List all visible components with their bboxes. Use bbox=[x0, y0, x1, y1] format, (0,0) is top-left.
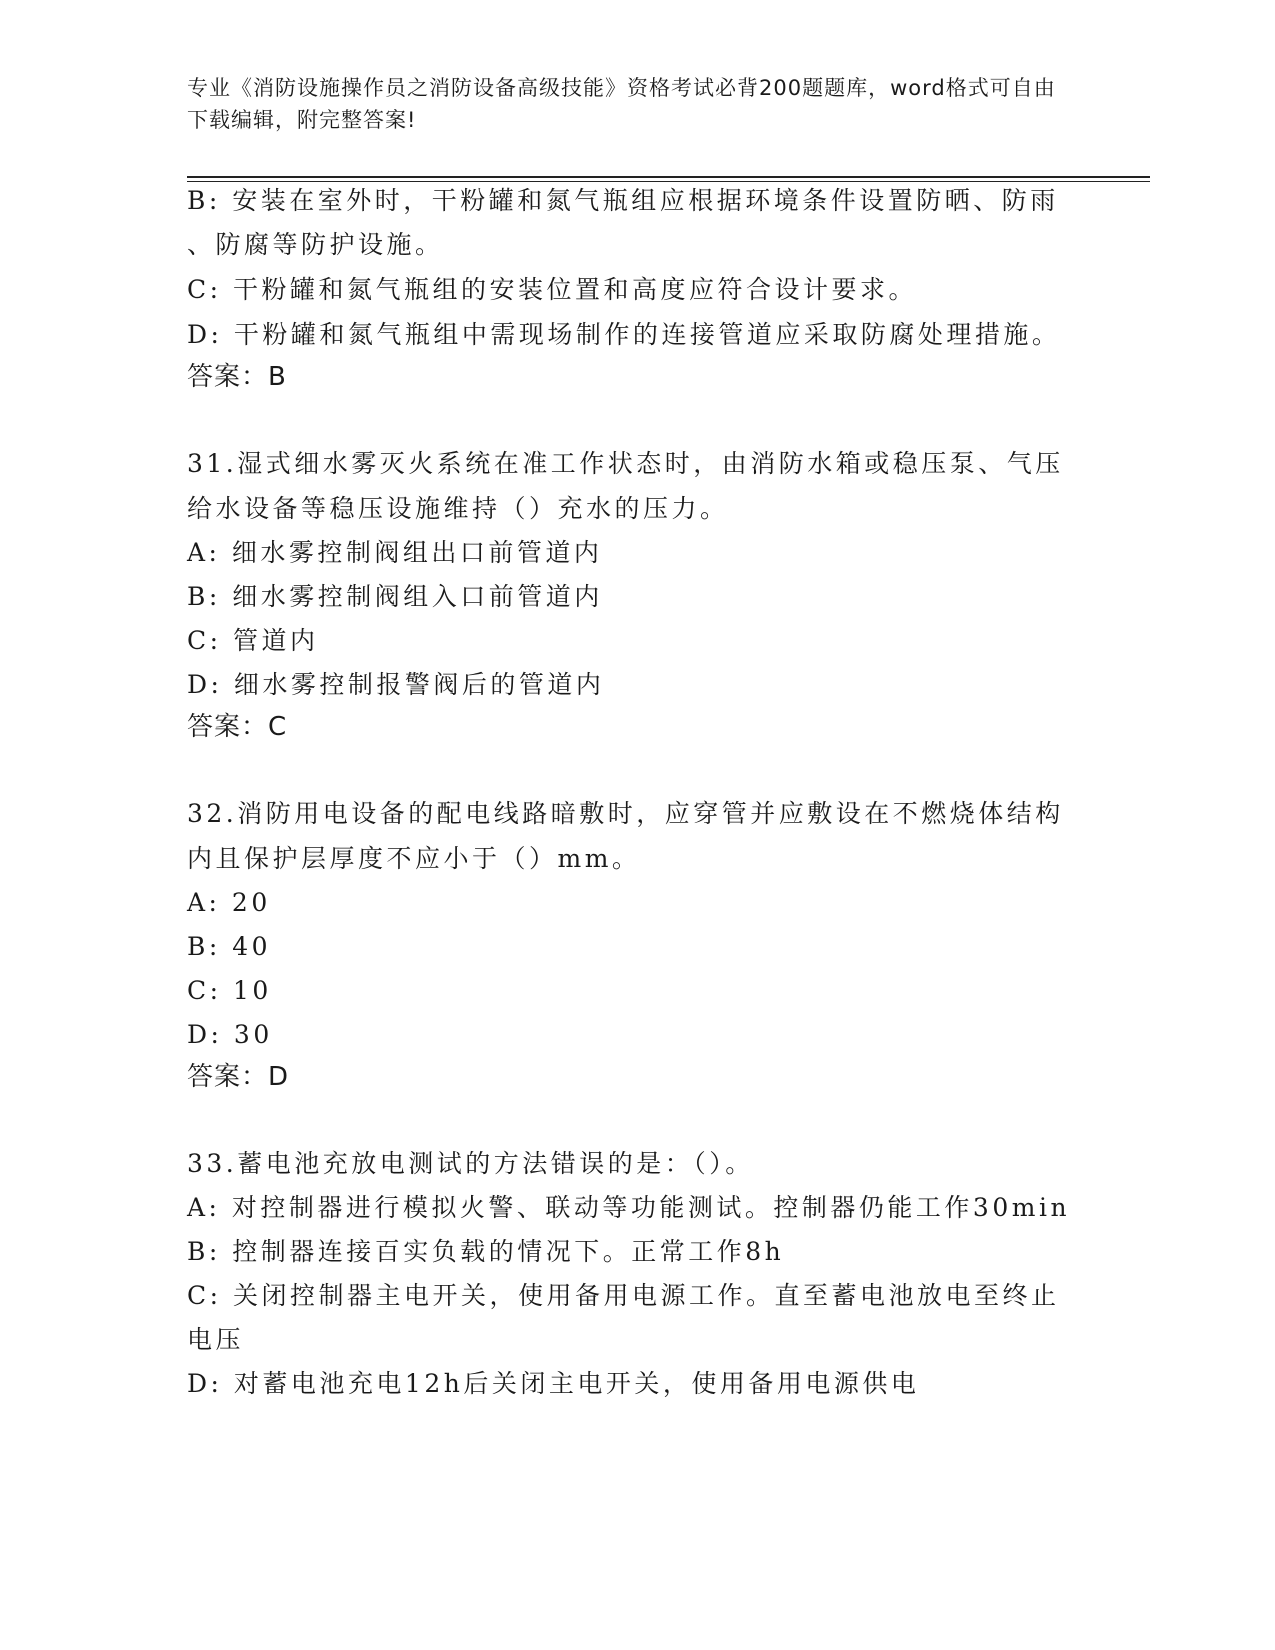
q31-answer: 答案：C bbox=[187, 712, 288, 742]
q31-stem-line2: 给水设备等稳压设施维持（）充水的压力。 bbox=[187, 494, 729, 523]
q31-option-a: A: 细水雾控制阀组出口前管道内 bbox=[187, 538, 603, 567]
q31-option-b: B: 细水雾控制阀组入口前管道内 bbox=[187, 582, 603, 611]
q32-stem-line1: 32.消防用电设备的配电线路暗敷时，应穿管并应敷设在不燃烧体结构 bbox=[187, 799, 1064, 828]
q32-option-c: C: 10 bbox=[187, 976, 272, 1005]
document-header: 专业《消防设施操作员之消防设备高级技能》资格考试必背200题题库，word格式可自由下载编辑，附完整答案! bbox=[187, 76, 1056, 132]
q32-option-b: B: 40 bbox=[187, 932, 272, 961]
q30-option-b-line2: 、防腐等防护设施。 bbox=[187, 230, 444, 259]
q32-option-a: A: 20 bbox=[187, 888, 271, 917]
q30-option-d: D: 干粉罐和氮气瓶组中需现场制作的连接管道应采取防腐处理措施。 bbox=[187, 320, 1061, 349]
q30-option-c: C: 干粉罐和氮气瓶组的安装位置和高度应符合设计要求。 bbox=[187, 275, 918, 304]
q32-answer: 答案：D bbox=[187, 1062, 290, 1092]
q32-option-d: D: 30 bbox=[187, 1020, 273, 1049]
q33-option-d: D: 对蓄电池充电12h后关闭主电开关，使用备用电源供电 bbox=[187, 1369, 920, 1398]
q33-stem: 33.蓄电池充放电测试的方法错误的是：（）。 bbox=[187, 1149, 754, 1178]
q30-option-b-line1: B: 安装在室外时，干粉罐和氮气瓶组应根据环境条件设置防晒、防雨 bbox=[187, 186, 1059, 215]
q33-option-b: B: 控制器连接百实负载的情况下。正常工作8h bbox=[187, 1237, 785, 1266]
q31-option-c: C: 管道内 bbox=[187, 626, 319, 655]
q32-stem-line2: 内且保护层厚度不应小于（）mm。 bbox=[187, 844, 641, 873]
header-divider-thin bbox=[187, 181, 1150, 182]
q31-option-d: D: 细水雾控制报警阀后的管道内 bbox=[187, 670, 605, 699]
q33-option-a: A: 对控制器进行模拟火警、联动等功能测试。控制器仍能工作30min bbox=[187, 1193, 1071, 1222]
header-divider-thick bbox=[187, 176, 1150, 178]
q33-option-c-line2: 电压 bbox=[187, 1325, 245, 1354]
q30-answer: 答案：B bbox=[187, 362, 287, 392]
q33-option-c-line1: C: 关闭控制器主电开关，使用备用电源工作。直至蓄电池放电至终止 bbox=[187, 1281, 1060, 1310]
q31-stem-line1: 31.湿式细水雾灭火系统在准工作状态时，由消防水箱或稳压泵、气压 bbox=[187, 449, 1064, 478]
